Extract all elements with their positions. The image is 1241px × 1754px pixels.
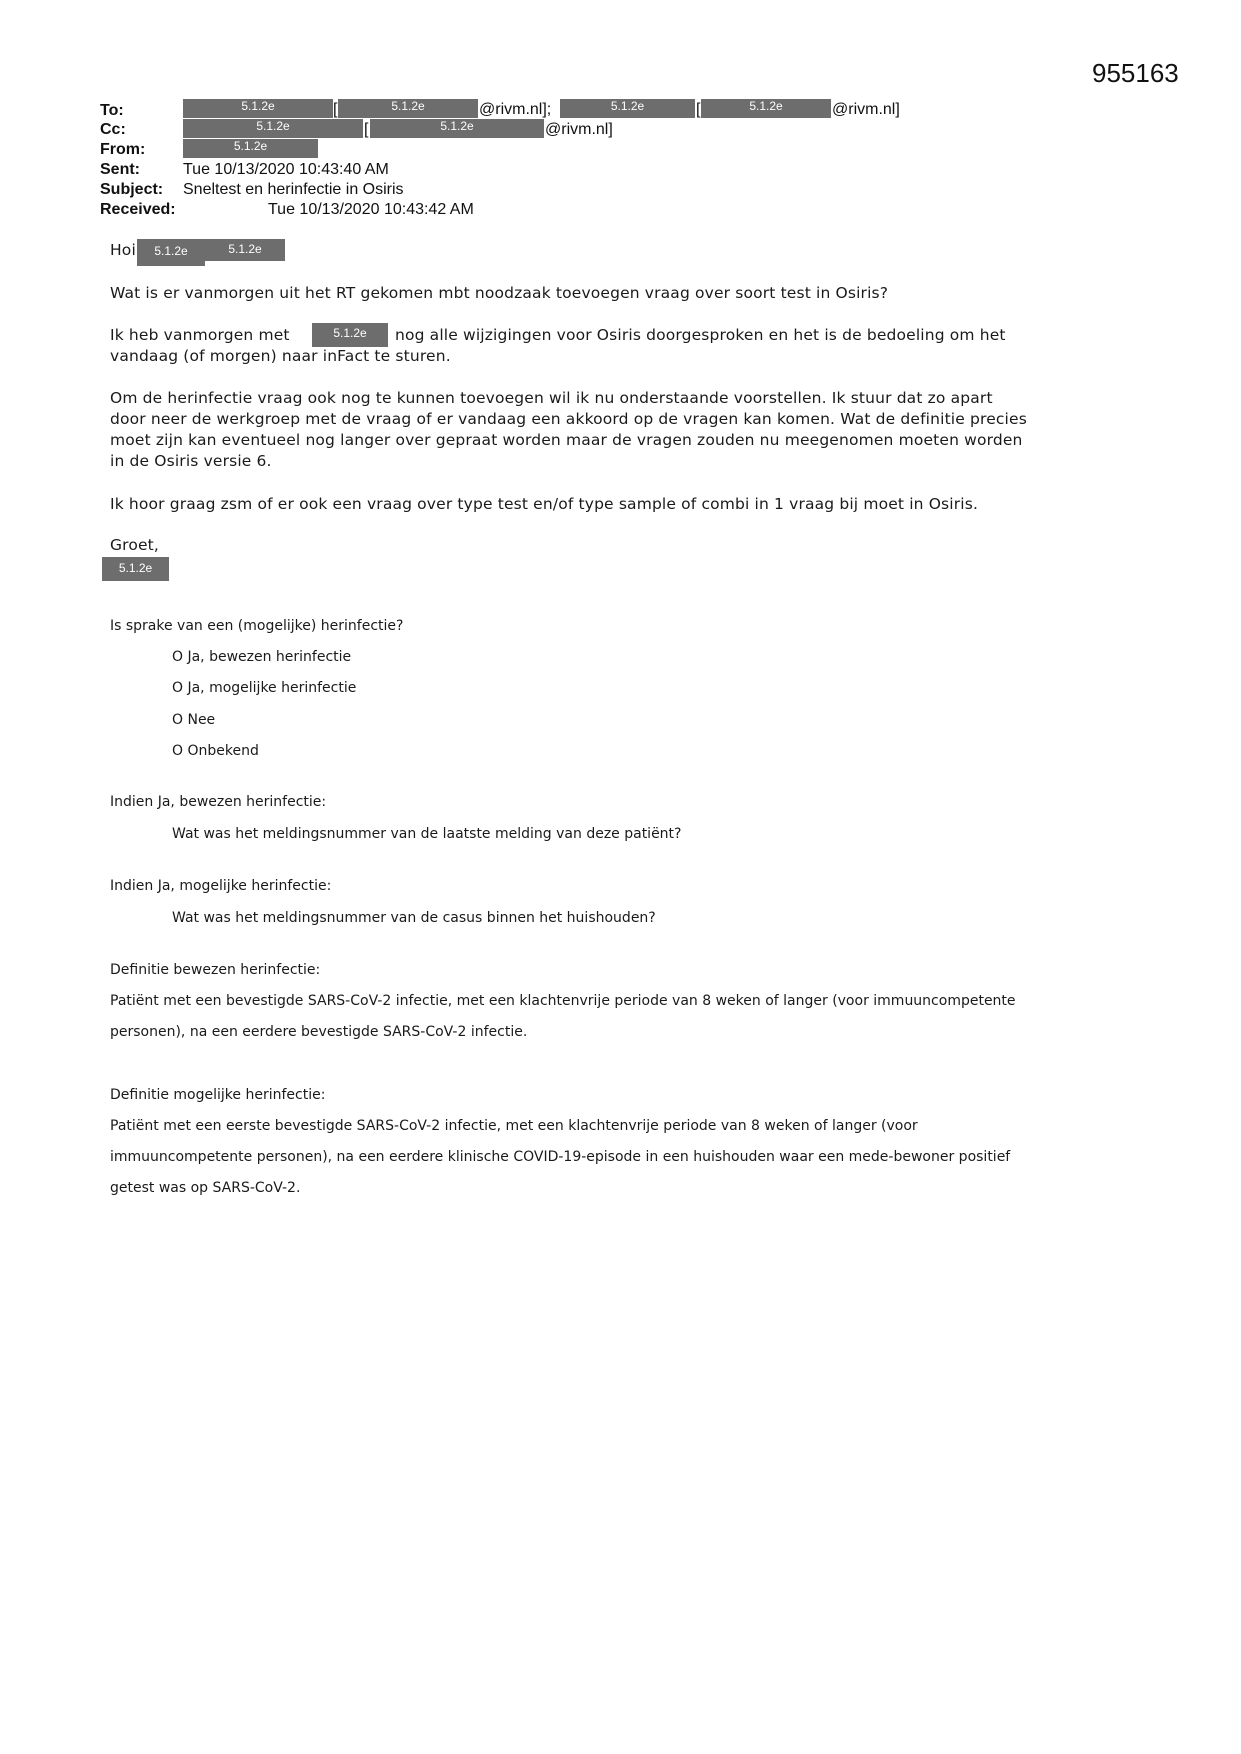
redaction-box: 5.1.2e <box>137 239 205 266</box>
definition-proven-label: Definitie bewezen herinfectie: <box>110 962 321 978</box>
if-proven-question: Wat was het meldingsnummer van de laatste melding van deze patiënt? <box>172 826 682 842</box>
redaction-box: 5.1.2e <box>183 99 333 118</box>
to-domain: @rivm.nl]; <box>479 101 552 118</box>
option-item: O Nee <box>172 712 216 728</box>
option-item: O Ja, mogelijke herinfectie <box>172 680 357 696</box>
definition-possible-line: immuuncompetente personen), na een eerdere klinische COVID-19-episode in een huishouden waar een mede-bewoner positief <box>110 1149 1011 1165</box>
paragraph-3-line: door neer de werkgroep met de vraag of er vandaag een akkoord op de vragen kan komen. Wat de definitie precies <box>110 410 1027 428</box>
if-possible-question: Wat was het meldingsnummer van de casus binnen het huishouden? <box>172 910 656 926</box>
paragraph-question: Wat is er vanmorgen uit het RT gekomen mbt noodzaak toevoegen vraag over soort test in Osiris? <box>110 284 889 302</box>
bracket: [ <box>696 101 701 118</box>
redaction-box: 5.1.2e <box>370 119 544 138</box>
subject-value: Sneltest en herinfectie in Osiris <box>183 181 404 198</box>
closing: Groet, <box>110 536 159 554</box>
cc-label: Cc: <box>100 121 126 138</box>
paragraph-3-line: moet zijn kan eventueel nog langer over gepraat worden maar de vragen zouden nu meegenomen moeten worden <box>110 431 1023 449</box>
question-herinfectie: Is sprake van een (mogelijke) herinfectie? <box>110 618 404 634</box>
definition-proven-line: Patiënt met een bevestigde SARS-CoV-2 infectie, met een klachtenvrije periode van 8 weken of langer (voor immuuncompetente <box>110 993 1016 1009</box>
redaction-box: 5.1.2e <box>312 323 388 347</box>
paragraph-2-line2: vandaag (of morgen) naar inFact te sturen. <box>110 347 451 365</box>
received-value: Tue 10/13/2020 10:43:42 AM <box>268 201 474 218</box>
redaction-box: 5.1.2e <box>701 99 831 118</box>
definition-possible-line: Patiënt met een eerste bevestigde SARS-CoV-2 infectie, met een klachtenvrije periode van 8 weken of langer (voor <box>110 1118 918 1134</box>
redaction-box: 5.1.2e <box>102 557 169 581</box>
cc-domain: @rivm.nl] <box>545 121 613 138</box>
if-proven-label: Indien Ja, bewezen herinfectie: <box>110 794 327 810</box>
redaction-box: 5.1.2e <box>338 99 478 118</box>
paragraph-2-start: Ik heb vanmorgen met <box>110 326 290 344</box>
document-number: 955163 <box>1092 58 1179 88</box>
option-item: O Onbekend <box>172 743 259 759</box>
paragraph-2-end: nog alle wijzigingen voor Osiris doorgesproken en het is de bedoeling om het <box>395 326 1006 344</box>
bracket: [ <box>364 121 369 138</box>
option-item: O Ja, bewezen herinfectie <box>172 649 352 665</box>
subject-label: Subject: <box>100 181 164 198</box>
from-label: From: <box>100 141 146 158</box>
sent-label: Sent: <box>100 161 140 178</box>
definition-possible-label: Definitie mogelijke herinfectie: <box>110 1087 326 1103</box>
paragraph-3-line: Om de herinfectie vraag ook nog te kunnen toevoegen wil ik nu onderstaande voorstellen. Ik stuur dat zo apart <box>110 389 993 407</box>
paragraph-4: Ik hoor graag zsm of er ook een vraag over type test en/of type sample of combi in 1 vraag bij moet in Osiris. <box>110 495 979 513</box>
definition-proven-line: personen), na een eerdere bevestigde SARS-CoV-2 infectie. <box>110 1024 528 1040</box>
redaction-box: 5.1.2e <box>183 119 363 138</box>
redaction-box: 5.1.2e <box>205 239 285 261</box>
received-label: Received: <box>100 201 176 218</box>
sent-value: Tue 10/13/2020 10:43:40 AM <box>183 161 389 178</box>
greeting: Hoi <box>110 241 136 259</box>
redaction-box: 5.1.2e <box>560 99 695 118</box>
bracket: [ <box>333 101 338 118</box>
to-domain: @rivm.nl] <box>832 101 900 118</box>
paragraph-3-line: in de Osiris versie 6. <box>110 452 272 470</box>
definition-possible-line: getest was op SARS-CoV-2. <box>110 1180 301 1196</box>
if-possible-label: Indien Ja, mogelijke herinfectie: <box>110 878 332 894</box>
to-label: To: <box>100 102 124 119</box>
redaction-box: 5.1.2e <box>183 139 318 158</box>
